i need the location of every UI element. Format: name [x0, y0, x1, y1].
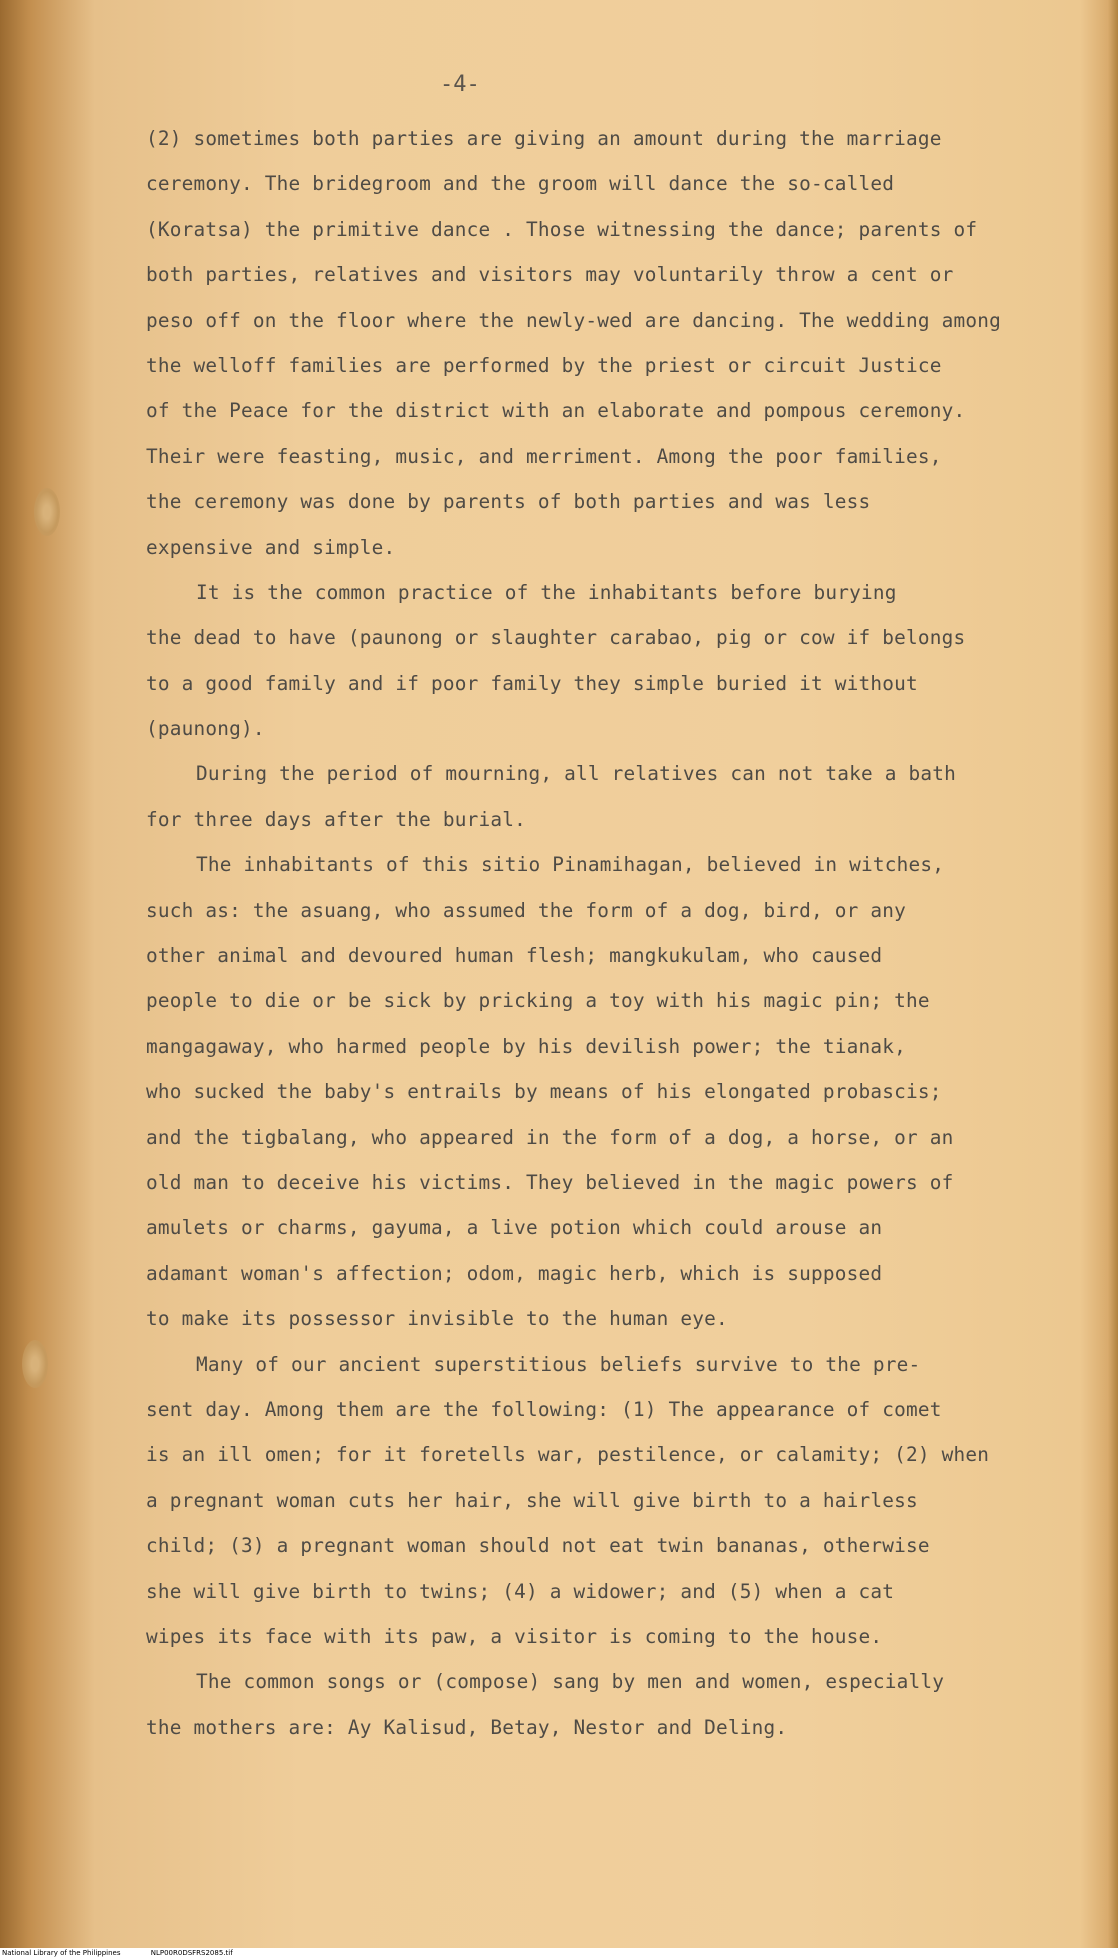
- text-line: for three days after the burial.: [146, 807, 526, 831]
- text-line: the dead to have (paunong or slaughter carabao, pig or cow if belongs: [146, 626, 966, 650]
- paragraph-burial: [146, 570, 1061, 752]
- paragraph-mourning: [146, 751, 1061, 842]
- text-line: other animal and devoured human flesh; mangkukulam, who caused: [146, 944, 883, 968]
- text-line: and the tigbalang, who appeared in the form of a dog, a horse, or an: [146, 1125, 954, 1149]
- paragraph-witches: [146, 842, 1061, 1341]
- paragraph-marriage: [146, 116, 1061, 570]
- text-line: of the Peace for the district with an elaborate and pompous ceremony.: [146, 399, 966, 423]
- text-line: to a good family and if poor family they simple buried it without: [146, 671, 918, 695]
- text-line: is an ill omen; for it foretells war, pestilence, or calamity; (2) when: [146, 1443, 990, 1467]
- document-body: [146, 116, 1061, 1750]
- text-line: expensive and simple.: [146, 535, 396, 559]
- text-line: The inhabitants of this sitio Pinamihagan, believed in witches,: [196, 853, 945, 877]
- text-line: It is the common practice of the inhabitants before burying: [196, 580, 897, 604]
- page-number: -4-: [440, 72, 480, 97]
- text-line: who sucked the baby's entrails by means of his elongated probascis;: [146, 1080, 942, 1104]
- text-line: sent day. Among them are the following: (1) The appearance of comet: [146, 1397, 942, 1421]
- library-credit: National Library of the Philippines: [2, 1949, 121, 1957]
- file-id: NLP00R0DSFRS2085.tif: [150, 1949, 233, 1957]
- text-line: old man to deceive his victims. They believed in the magic powers of: [146, 1170, 954, 1194]
- text-line: peso off on the floor where the newly-wed are dancing. The wedding among: [146, 308, 1001, 332]
- text-line: both parties, relatives and visitors may voluntarily throw a cent or: [146, 263, 954, 287]
- text-line: During the period of mourning, all relatives can not take a bath: [196, 762, 956, 786]
- text-line: the ceremony was done by parents of both parties and was less: [146, 490, 871, 514]
- text-line: The common songs or (compose) sang by men and women, especially: [196, 1670, 945, 1694]
- text-line: adamant woman's affection; odom, magic herb, which is supposed: [146, 1261, 883, 1285]
- text-line: a pregnant woman cuts her hair, she will give birth to a hairless: [146, 1488, 918, 1512]
- text-line: the welloff families are performed by the priest or circuit Justice: [146, 353, 942, 377]
- text-line: (Koratsa) the primitive dance . Those witnessing the dance; parents of: [146, 217, 978, 241]
- text-line: ceremony. The bridegroom and the groom will dance the so-called: [146, 172, 895, 196]
- text-line: the mothers are: Ay Kalisud, Betay, Nestor and Deling.: [146, 1715, 788, 1739]
- text-line: child; (3) a pregnant woman should not eat twin bananas, otherwise: [146, 1534, 930, 1558]
- text-line: people to die or be sick by pricking a toy with his magic pin; the: [146, 989, 930, 1013]
- text-line: Many of our ancient superstitious beliefs survive to the pre-: [196, 1352, 921, 1376]
- text-line: wipes its face with its paw, a visitor is coming to the house.: [146, 1624, 883, 1648]
- text-line: to make its possessor invisible to the human eye.: [146, 1307, 728, 1331]
- text-line: (2) sometimes both parties are giving an amount during the marriage: [146, 127, 942, 150]
- paragraph-songs: [146, 1659, 1061, 1750]
- text-line: mangagaway, who harmed people by his devilish power; the tianak,: [146, 1034, 906, 1058]
- text-line: she will give birth to twins; (4) a widower; and (5) when a cat: [146, 1579, 895, 1603]
- scan-footer: [0, 1948, 1118, 1958]
- text-line: amulets or charms, gayuma, a live potion which could arouse an: [146, 1216, 883, 1240]
- binding-hole: [34, 488, 60, 536]
- text-line: such as: the asuang, who assumed the form of a dog, bird, or any: [146, 898, 906, 922]
- text-line: Their were feasting, music, and merriment. Among the poor families,: [146, 444, 942, 468]
- paragraph-superstitions: [146, 1342, 1061, 1660]
- binding-hole: [22, 1340, 48, 1388]
- text-line: (paunong).: [146, 717, 265, 741]
